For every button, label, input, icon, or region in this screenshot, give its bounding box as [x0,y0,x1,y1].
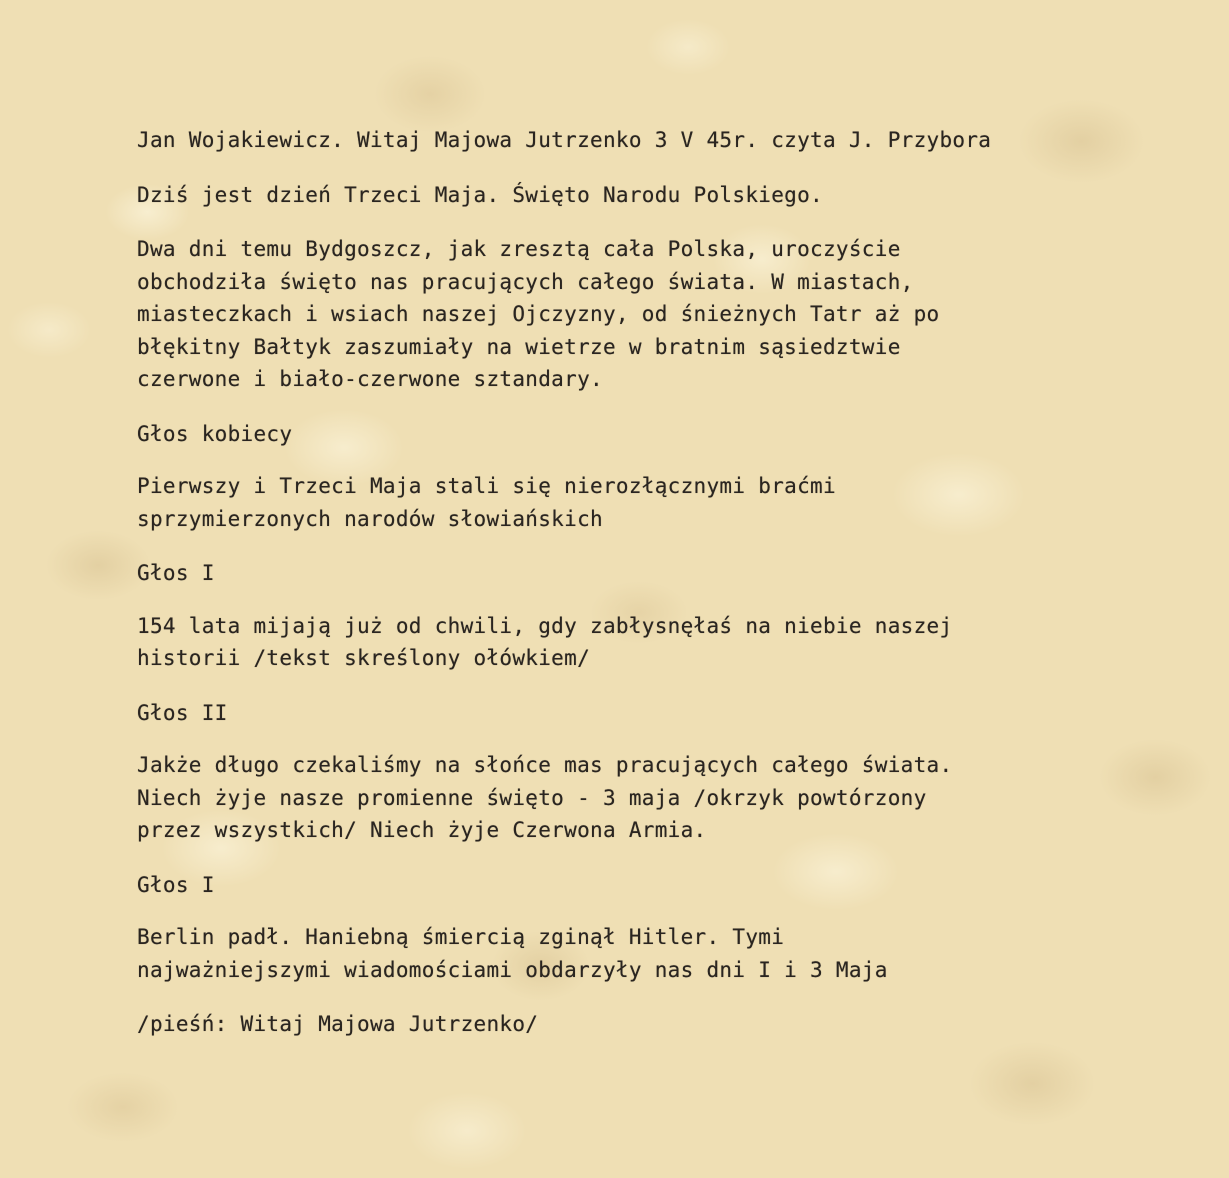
voice-1-closing-line: Berlin padł. Haniebną śmiercią zginął Hitler. Tymi najważniejszymi wiadomościami obdarzyły nas dni I i 3 Maja [137,925,888,982]
speaker-label-voice-1-second: Głos I [137,872,215,897]
document-header-line: Jan Wojakiewicz. Witaj Majowa Jutrzenko 3 V 45r. czyta J. Przybora [137,128,992,152]
speaker-label-voice-2: Głos II [137,700,228,725]
voice-1-line: 154 lata mijają już od chwili, gdy zabłysnęłaś na niebie naszej historii /tekst skreślony ołówkiem/ [137,613,953,670]
speaker-label-female-voice: Głos kobiecy [137,421,293,446]
narration-paragraph: Dwa dni temu Bydgoszcz, jak zresztą cała Polska, uroczyście obchodziła święto nas pracujących całego świata. W miastach, miasteczkach i wsiach naszej Ojczyzny, od śnieżnych Tatr aż po błękitny Bałtyk zaszumiały na wietrze w bratnim sąsiedztwie czerwone i biało-czerwone sztandary. [137,237,940,391]
song-cue: /pieśń: Witaj Majowa Jutrzenko/ [137,1012,539,1036]
speaker-label-voice-1: Głos I [137,561,215,585]
female-voice-line: Pierwszy i Trzeci Maja stali się nierozłącznymi braćmi sprzymierzonych narodów słowiańskich [137,474,836,531]
voice-2-line: Jakże długo czekaliśmy na słońce mas pracujących całego świata. Niech żyje nasze promienne święto - 3 maja /okrzyk powtórzony przez wszystkich/ Niech żyje Czerwona Armia. [137,753,953,842]
typed-document [137,124,1097,1063]
opening-sentence: Dziś jest dzień Trzeci Maja. Święto Narodu Polskiego. [137,182,823,207]
